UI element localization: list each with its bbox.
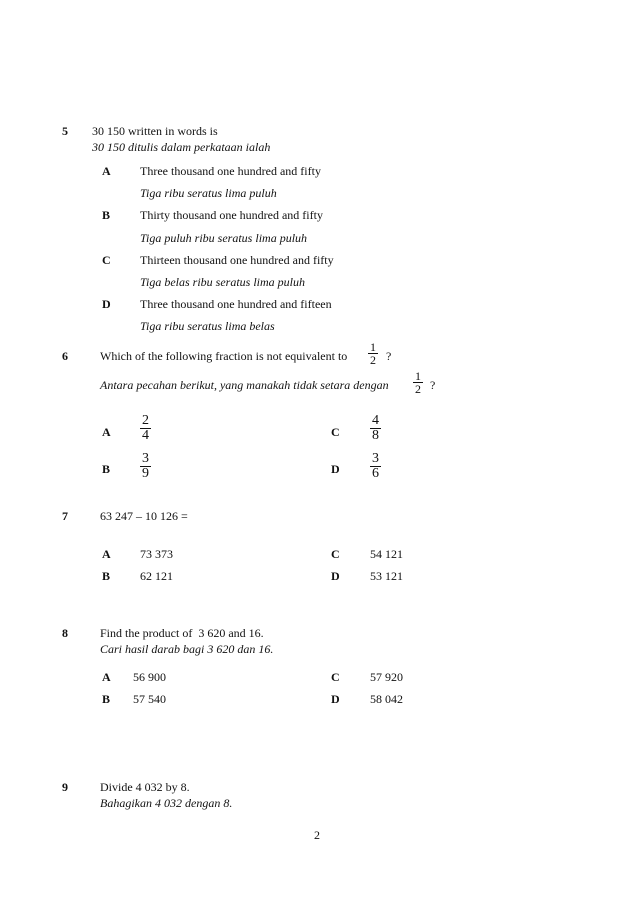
question-6-qmark-en: ?	[386, 349, 392, 363]
q5-option-d-en: Three thousand one hundred and fifteen	[140, 297, 332, 311]
fraction-numerator: 3	[372, 451, 379, 466]
fraction-denominator: 2	[415, 382, 421, 396]
q5-option-c-letter: C	[102, 253, 111, 267]
q5-option-a-en: Three thousand one hundred and fifty	[140, 164, 321, 178]
q6-option-d-fraction	[370, 452, 381, 481]
fraction-denominator: 4	[142, 428, 149, 443]
q7-option-a-letter: A	[102, 547, 111, 561]
q6-option-d-letter: D	[331, 462, 340, 476]
question-9-stem-ms: Bahagikan 4 032 dengan 8.	[100, 796, 233, 810]
q8-option-c-letter: C	[331, 670, 340, 684]
q8-option-c-value: 57 920	[370, 670, 403, 684]
q7-option-c-value: 54 121	[370, 547, 403, 561]
question-9-stem-en: Divide 4 032 by 8.	[100, 780, 190, 794]
q7-option-a-value: 73 373	[140, 547, 173, 561]
q5-option-c-en: Thirteen thousand one hundred and fifty	[140, 253, 334, 267]
fraction-denominator: 6	[372, 466, 379, 481]
question-5-stem-en: 30 150 written in words is	[92, 124, 218, 138]
q7-option-d-value: 53 121	[370, 569, 403, 583]
q8-option-a-letter: A	[102, 670, 111, 684]
q8-option-d-value: 58 042	[370, 692, 403, 706]
q7-option-d-letter: D	[331, 569, 340, 583]
fraction-denominator: 8	[372, 428, 379, 443]
q5-option-a-letter: A	[102, 164, 111, 178]
question-7-stem: 63 247 – 10 126 =	[100, 509, 188, 523]
q8-option-b-value: 57 540	[133, 692, 166, 706]
q6-target-fraction-en	[368, 341, 378, 366]
question-7-number: 7	[62, 509, 68, 523]
q6-option-c-letter: C	[331, 425, 340, 439]
question-5-stem-ms: 30 150 ditulis dalam perkataan ialah	[92, 140, 271, 154]
q5-option-b-ms: Tiga puluh ribu seratus lima puluh	[140, 231, 308, 245]
q8-option-b-letter: B	[102, 692, 111, 706]
question-6-stem-ms: Antara pecahan berikut, yang manakah tidak setara dengan	[100, 378, 389, 392]
fraction-numerator: 4	[372, 413, 379, 428]
q5-option-c-ms: Tiga belas ribu seratus lima puluh	[140, 275, 306, 289]
q5-option-b-en: Thirty thousand one hundred and fifty	[140, 208, 323, 222]
question-6-qmark-ms: ?	[430, 378, 436, 392]
q6-option-c-fraction	[370, 414, 381, 443]
fraction-denominator: 9	[142, 466, 149, 481]
q7-option-b-letter: B	[102, 569, 111, 583]
q6-option-b-fraction	[140, 452, 151, 481]
page-number: 2	[314, 828, 320, 842]
question-6-number: 6	[62, 349, 68, 363]
q8-option-d-letter: D	[331, 692, 340, 706]
fraction-denominator: 2	[370, 353, 376, 367]
q6-option-a-letter: A	[102, 425, 111, 439]
q6-option-b-letter: B	[102, 462, 111, 476]
fraction-numerator: 1	[370, 340, 376, 354]
question-8-stem-ms: Cari hasil darab bagi 3 620 dan 16.	[100, 642, 274, 656]
q5-option-d-letter: D	[102, 297, 111, 311]
question-5-number: 5	[62, 124, 68, 138]
fraction-numerator: 3	[142, 451, 149, 466]
q5-option-b-letter: B	[102, 208, 111, 222]
q6-target-fraction-ms	[413, 370, 423, 395]
question-9-number: 9	[62, 780, 68, 794]
q7-option-b-value: 62 121	[140, 569, 173, 583]
question-8-number: 8	[62, 626, 68, 640]
question-6-stem-en: Which of the following fraction is not equivalent to	[100, 349, 348, 363]
q7-option-c-letter: C	[331, 547, 340, 561]
q5-option-a-ms: Tiga ribu seratus lima puluh	[140, 186, 277, 200]
fraction-numerator: 1	[415, 369, 421, 383]
q5-option-d-ms: Tiga ribu seratus lima belas	[140, 319, 275, 333]
q8-option-a-value: 56 900	[133, 670, 166, 684]
question-8-stem-en: Find the product of 3 620 and 16.	[100, 626, 264, 640]
fraction-numerator: 2	[142, 413, 149, 428]
q6-option-a-fraction	[140, 414, 151, 443]
